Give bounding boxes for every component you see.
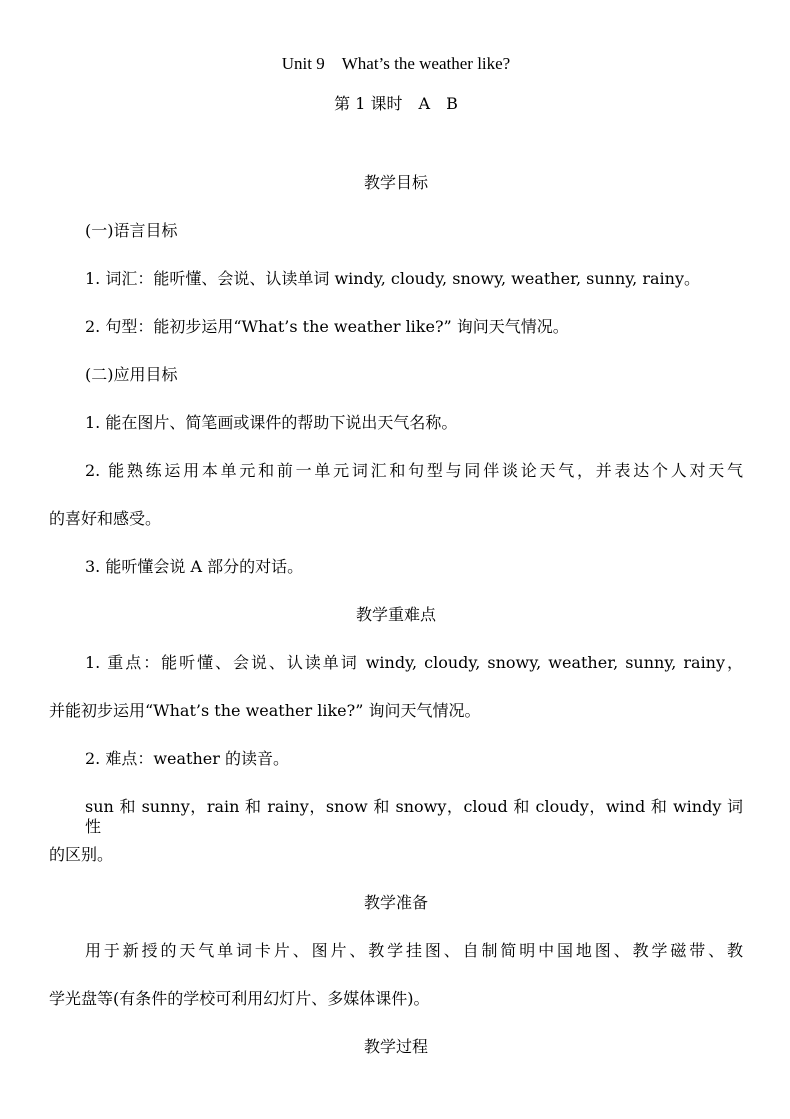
preparation-heading: 教学准备 [363,893,428,912]
language-goal-1: 1. 词汇：能听懂、会说、认读单词 windy, cloudy, snowy, weather, sunny, rainy。 [85,269,700,288]
lesson-title: 第 1 课时 A B [334,94,458,113]
objectives-heading: 教学目标 [363,173,428,192]
language-goal-2: 2. 句型：能初步运用“What’s the weather like?” 询问天气情况。 [85,317,569,336]
application-goal-heading: (二)应用目标 [85,365,178,384]
preparation-line1: 用于新授的天气单词卡片、图片、教学挂图、自制简明中国地图、教学磁带、教 [85,941,743,960]
key-point-3-line1: sun 和 sunny，rain 和 rainy，snow 和 snowy，cloud 和 cloudy，wind 和 windy 词性 [85,797,743,836]
application-goal-2-line2: 的喜好和感受。 [49,509,162,528]
key-points-heading: 教学重难点 [355,605,436,624]
key-point-2: 2. 难点：weather 的读音。 [85,749,289,768]
application-goal-2-line1: 2. 能熟练运用本单元和前一单元词汇和句型与同伴谈论天气，并表达个人对天气 [85,461,743,480]
key-point-3-line2: 的区别。 [49,845,114,864]
application-goal-3: 3. 能听懂会说 A 部分的对话。 [85,557,304,576]
unit-title: Unit 9 What’s the weather like? [281,54,511,73]
preparation-line2: 学光盘等(有条件的学校可利用幻灯片、多媒体课件)。 [49,989,430,1008]
process-heading: 教学过程 [363,1037,428,1056]
language-goal-heading: (一)语言目标 [85,221,178,240]
key-point-1-line1: 1. 重点：能听懂、会说、认读单词 windy, cloudy, snowy, weather, sunny, rainy， [85,653,743,672]
application-goal-1: 1. 能在图片、简笔画或课件的帮助下说出天气名称。 [85,413,458,432]
key-point-1-line2: 并能初步运用“What’s the weather like?” 询问天气情况。 [49,701,481,720]
